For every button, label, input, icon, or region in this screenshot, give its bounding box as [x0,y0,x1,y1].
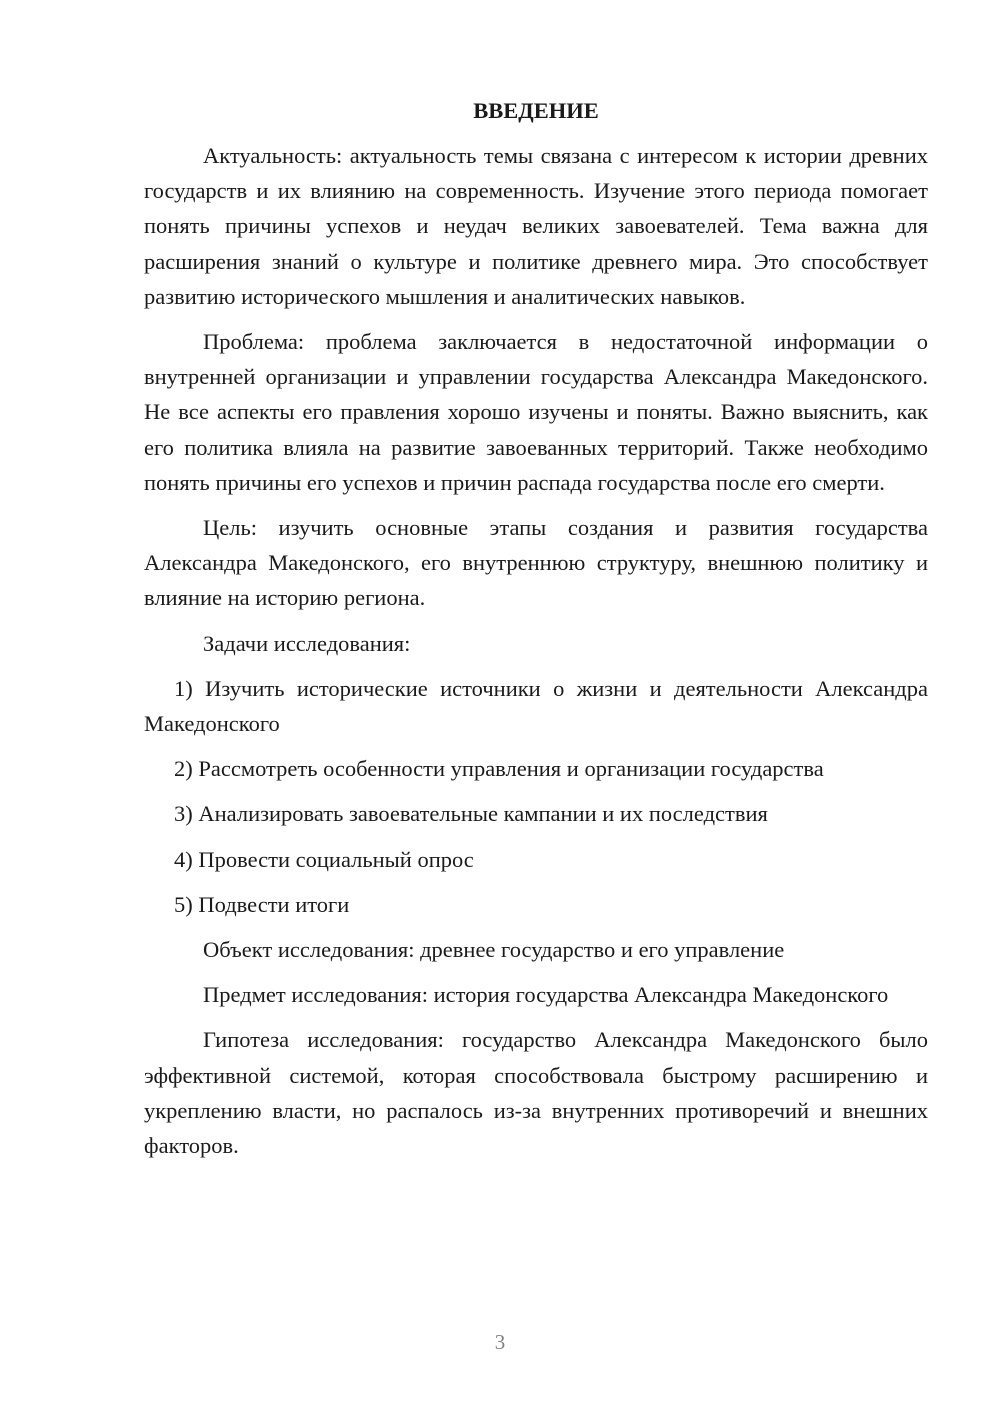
document-body [144,93,928,1173]
task-item: 1) Изучить исторические источники о жизни и деятельности Александра Македонского [144,675,928,737]
tasks-heading: Задачи исследования: [203,630,411,656]
hypothesis-paragraph: Гипотеза исследования: государство Александра Македонского было эффективной системой, которая способствовала быстрому расширению и укреплению власти, но распалось из-за внутренних противоречий и внешних факторов. [144,1027,928,1159]
goal-paragraph: Цель: изучить основные этапы создания и развития государства Александра Македонского, его внутреннюю структуру, внешнюю политику и влияние на историю региона. [144,515,928,611]
section-title: ВВЕДЕНИЕ [473,98,599,123]
task-item: 3) Анализировать завоевательные кампании и их последствия [174,801,768,827]
relevance-paragraph: Актуальность: актуальность темы связана с интересом к истории древних государств и их влиянию на современность. Изучение этого периода помогает понять причины успехов и неудач великих завоевателей. Тема важна для расширения знаний о культуре и политике древнего мира. Это способствует развитию исторического мышления и аналитических навыков. [144,143,928,309]
subject-paragraph: Предмет исследования: история государства Александра Македонского [203,982,889,1008]
page-number: 3 [494,1330,506,1354]
problem-paragraph: Проблема: проблема заключается в недостаточной информации о внутренней организации и управлении государства Александра Македонского. Не все аспекты его правления хорошо изучены и поняты. Важно выяснить, как его политика влияла на развитие завоеванных территорий. Также необходимо понять причины его успехов и причин распада государства после его смерти. [144,329,928,495]
task-item: 5) Подвести итоги [174,891,350,917]
task-item: 4) Провести социальный опрос [174,846,474,872]
object-paragraph: Объект исследования: древнее государство и его управление [203,937,785,963]
task-item: 2) Рассмотреть особенности управления и организации государства [174,756,824,782]
